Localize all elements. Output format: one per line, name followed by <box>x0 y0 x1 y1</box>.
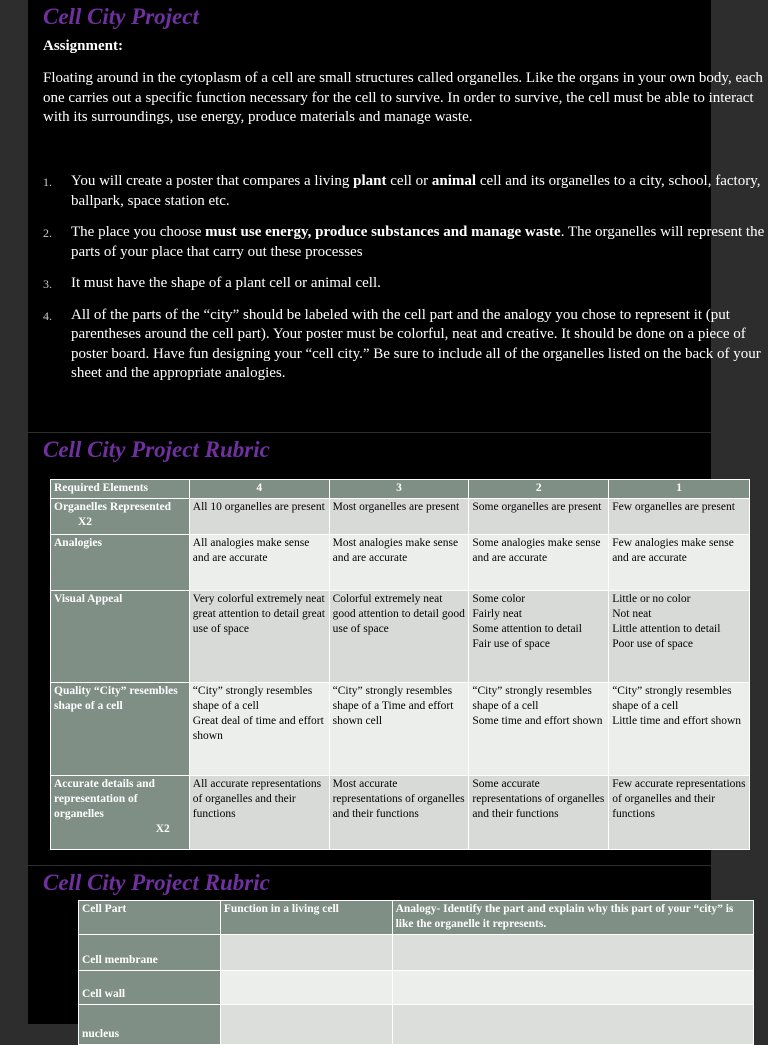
rubric-header-row <box>51 480 750 499</box>
slide-title: Cell City Project Rubric <box>43 870 270 895</box>
rubric-score-cell <box>329 591 469 683</box>
list-number: 2. <box>43 226 52 240</box>
organelle-header-cell: Analogy- Identify the part and explain why this part of your “city” is like the organelle it represents. <box>392 901 753 935</box>
emphasis-text: animal <box>431 173 477 189</box>
rubric-score-cell <box>609 535 750 591</box>
rubric-row <box>51 683 750 776</box>
score-text: Not neat <box>612 608 652 620</box>
rubric-score-cell <box>189 776 329 850</box>
score-text: Some attention to detail <box>472 623 582 635</box>
rubric-header-cell: 3 <box>329 480 469 499</box>
element-label: Visual Appeal <box>54 593 123 605</box>
cell-part-label: Cell wall <box>79 971 221 1005</box>
score-text: Some time and effort shown <box>472 715 603 727</box>
rubric-score-cell <box>609 683 750 776</box>
slide-rubric <box>28 433 746 865</box>
element-multiplier: X2 <box>155 823 170 835</box>
rubric-score-cell <box>329 683 469 776</box>
organelle-header-row <box>79 901 754 935</box>
rubric-header-cell: 4 <box>189 480 329 499</box>
emphasis-text: plant <box>353 173 387 189</box>
rubric-element-cell <box>51 683 190 776</box>
element-label: Quality “City” resembles shape of a cell <box>54 685 178 712</box>
score-text: All 10 organelles are present <box>192 501 325 513</box>
rubric-score-cell <box>189 499 329 535</box>
score-text: Some analogies make sense and are accurate <box>472 537 601 564</box>
rubric-row <box>51 776 750 850</box>
score-text: Some accurate representations of organelles and their functions <box>472 778 605 820</box>
score-text: Colorful extremely neat good attention to detail good use of space <box>332 593 465 635</box>
score-text: Most organelles are present <box>332 501 460 513</box>
function-input-cell[interactable] <box>220 935 392 971</box>
list-number: 3. <box>43 277 52 291</box>
score-text: All accurate representations of organelles and their functions <box>192 778 322 820</box>
score-text: All analogies make sense and are accurate <box>192 537 310 564</box>
rubric-score-cell <box>469 776 609 850</box>
function-input-cell[interactable] <box>220 971 392 1005</box>
rubric-score-cell <box>189 683 329 776</box>
rubric-element-cell <box>51 499 190 535</box>
rubric-row <box>51 591 750 683</box>
score-text: Fairly neat <box>472 608 522 620</box>
rubric-header-cell: 2 <box>469 480 609 499</box>
score-text: Few analogies make sense and are accurate <box>612 537 734 564</box>
score-text: Little time and effort shown <box>612 715 742 727</box>
rubric-score-cell <box>329 535 469 591</box>
slide-title: Cell City Project <box>43 4 199 29</box>
element-label: Organelles Represented <box>54 501 172 513</box>
score-text: Some color <box>472 593 526 605</box>
assignment-label: Assignment: <box>43 38 124 54</box>
slide-title: Cell City Project Rubric <box>43 437 270 462</box>
instruction-text: All of the parts of the “city” should be labeled with the cell part and the analogy you chose to represent it (put parentheses around the cell part). Your poster must be colorful, neat and creative. It should be done on a piece of poster board. Have fun designing your “cell city.” Be sure to include all of the organelles listed on the back of your sheet and the appropriate analogies. <box>71 306 761 381</box>
instruction-item <box>43 223 768 262</box>
score-text: “City” strongly resembles shape of a cell <box>192 685 313 712</box>
element-multiplier: X2 <box>78 516 93 528</box>
rubric-element-cell <box>51 776 190 850</box>
organelle-row <box>79 935 754 971</box>
rubric-header-cell: Required Elements <box>51 480 190 499</box>
list-number: 1. <box>43 175 52 189</box>
instruction-item <box>43 306 768 384</box>
score-text: “City” strongly resembles shape of a cell <box>612 685 732 712</box>
score-text: Some organelles are present <box>472 501 602 513</box>
organelle-row <box>79 1005 754 1045</box>
rubric-score-cell <box>469 683 609 776</box>
instruction-item <box>43 172 768 211</box>
rubric-score-cell <box>609 499 750 535</box>
score-text: “City” strongly resembles shape of a Time and effort shown cell <box>332 685 454 727</box>
element-label: Accurate details and representation of organelles <box>54 778 155 820</box>
analogy-input-cell[interactable] <box>392 971 753 1005</box>
score-text: Great deal of time and effort shown <box>192 715 324 742</box>
rubric-table <box>50 479 750 850</box>
score-text: Few accurate representations of organelles and their functions <box>612 778 746 820</box>
score-text: Most accurate representations of organelles and their functions <box>332 778 465 820</box>
rubric-element-cell <box>51 535 190 591</box>
rubric-score-cell <box>609 591 750 683</box>
rubric-score-cell <box>189 535 329 591</box>
instruction-item <box>43 274 768 294</box>
instruction-text: cell or <box>386 173 432 189</box>
organelle-header-cell: Function in a living cell <box>220 901 392 935</box>
instruction-text: cell and its organelles to a city, school, factory, ballpark, space station etc. <box>71 173 761 209</box>
rubric-element-cell <box>51 591 190 683</box>
rubric-score-cell <box>329 776 469 850</box>
rubric-score-cell <box>469 591 609 683</box>
organelle-row <box>79 971 754 1005</box>
score-text: Very colorful extremely neat great attention to detail great use of space <box>192 593 325 635</box>
cell-part-label: nucleus <box>79 1005 221 1045</box>
instruction-text: The place you choose <box>71 224 206 240</box>
list-number: 4. <box>43 308 52 323</box>
score-text: Poor use of space <box>612 638 693 650</box>
instruction-list <box>43 172 768 396</box>
rubric-score-cell <box>329 499 469 535</box>
rubric-score-cell <box>609 776 750 850</box>
slide-organelle-table <box>28 866 734 1040</box>
emphasis-text: must use energy, produce substances and manage waste <box>205 224 561 240</box>
score-text: “City” strongly resembles shape of a cell <box>472 685 592 712</box>
rubric-score-cell <box>469 499 609 535</box>
intro-paragraph: Floating around in the cytoplasm of a cell are small structures called organelles. Like the organs in your own body, each one carries out a specific function necessary for the cell to survive. In order to survive, the cell must be able to interact with its surroundings, use energy, produce materials and manage waste. <box>43 70 763 125</box>
score-text: Few organelles are present <box>612 501 735 513</box>
score-text: Little attention to detail <box>612 623 721 635</box>
score-text: Fair use of space <box>472 638 550 650</box>
slide-assignment <box>28 0 765 432</box>
instruction-text: . The organelles will represent the parts of your place that carry out these processes <box>71 224 765 260</box>
rubric-score-cell <box>469 535 609 591</box>
instruction-text: It must have the shape of a plant cell or animal cell. <box>71 275 381 291</box>
rubric-row <box>51 499 750 535</box>
score-text: Little or no color <box>612 593 691 605</box>
organelle-table <box>78 900 754 1045</box>
function-input-cell[interactable] <box>220 1005 392 1045</box>
rubric-header-cell: 1 <box>609 480 750 499</box>
rubric-score-cell <box>189 591 329 683</box>
score-text: Most analogies make sense and are accurate <box>332 537 459 564</box>
analogy-input-cell[interactable] <box>392 935 753 971</box>
analogy-input-cell[interactable] <box>392 1005 753 1045</box>
organelle-header-cell: Cell Part <box>79 901 221 935</box>
rubric-row <box>51 535 750 591</box>
element-label: Analogies <box>54 537 102 549</box>
cell-part-label: Cell membrane <box>79 935 221 971</box>
instruction-text: You will create a poster that compares a living <box>71 173 354 189</box>
